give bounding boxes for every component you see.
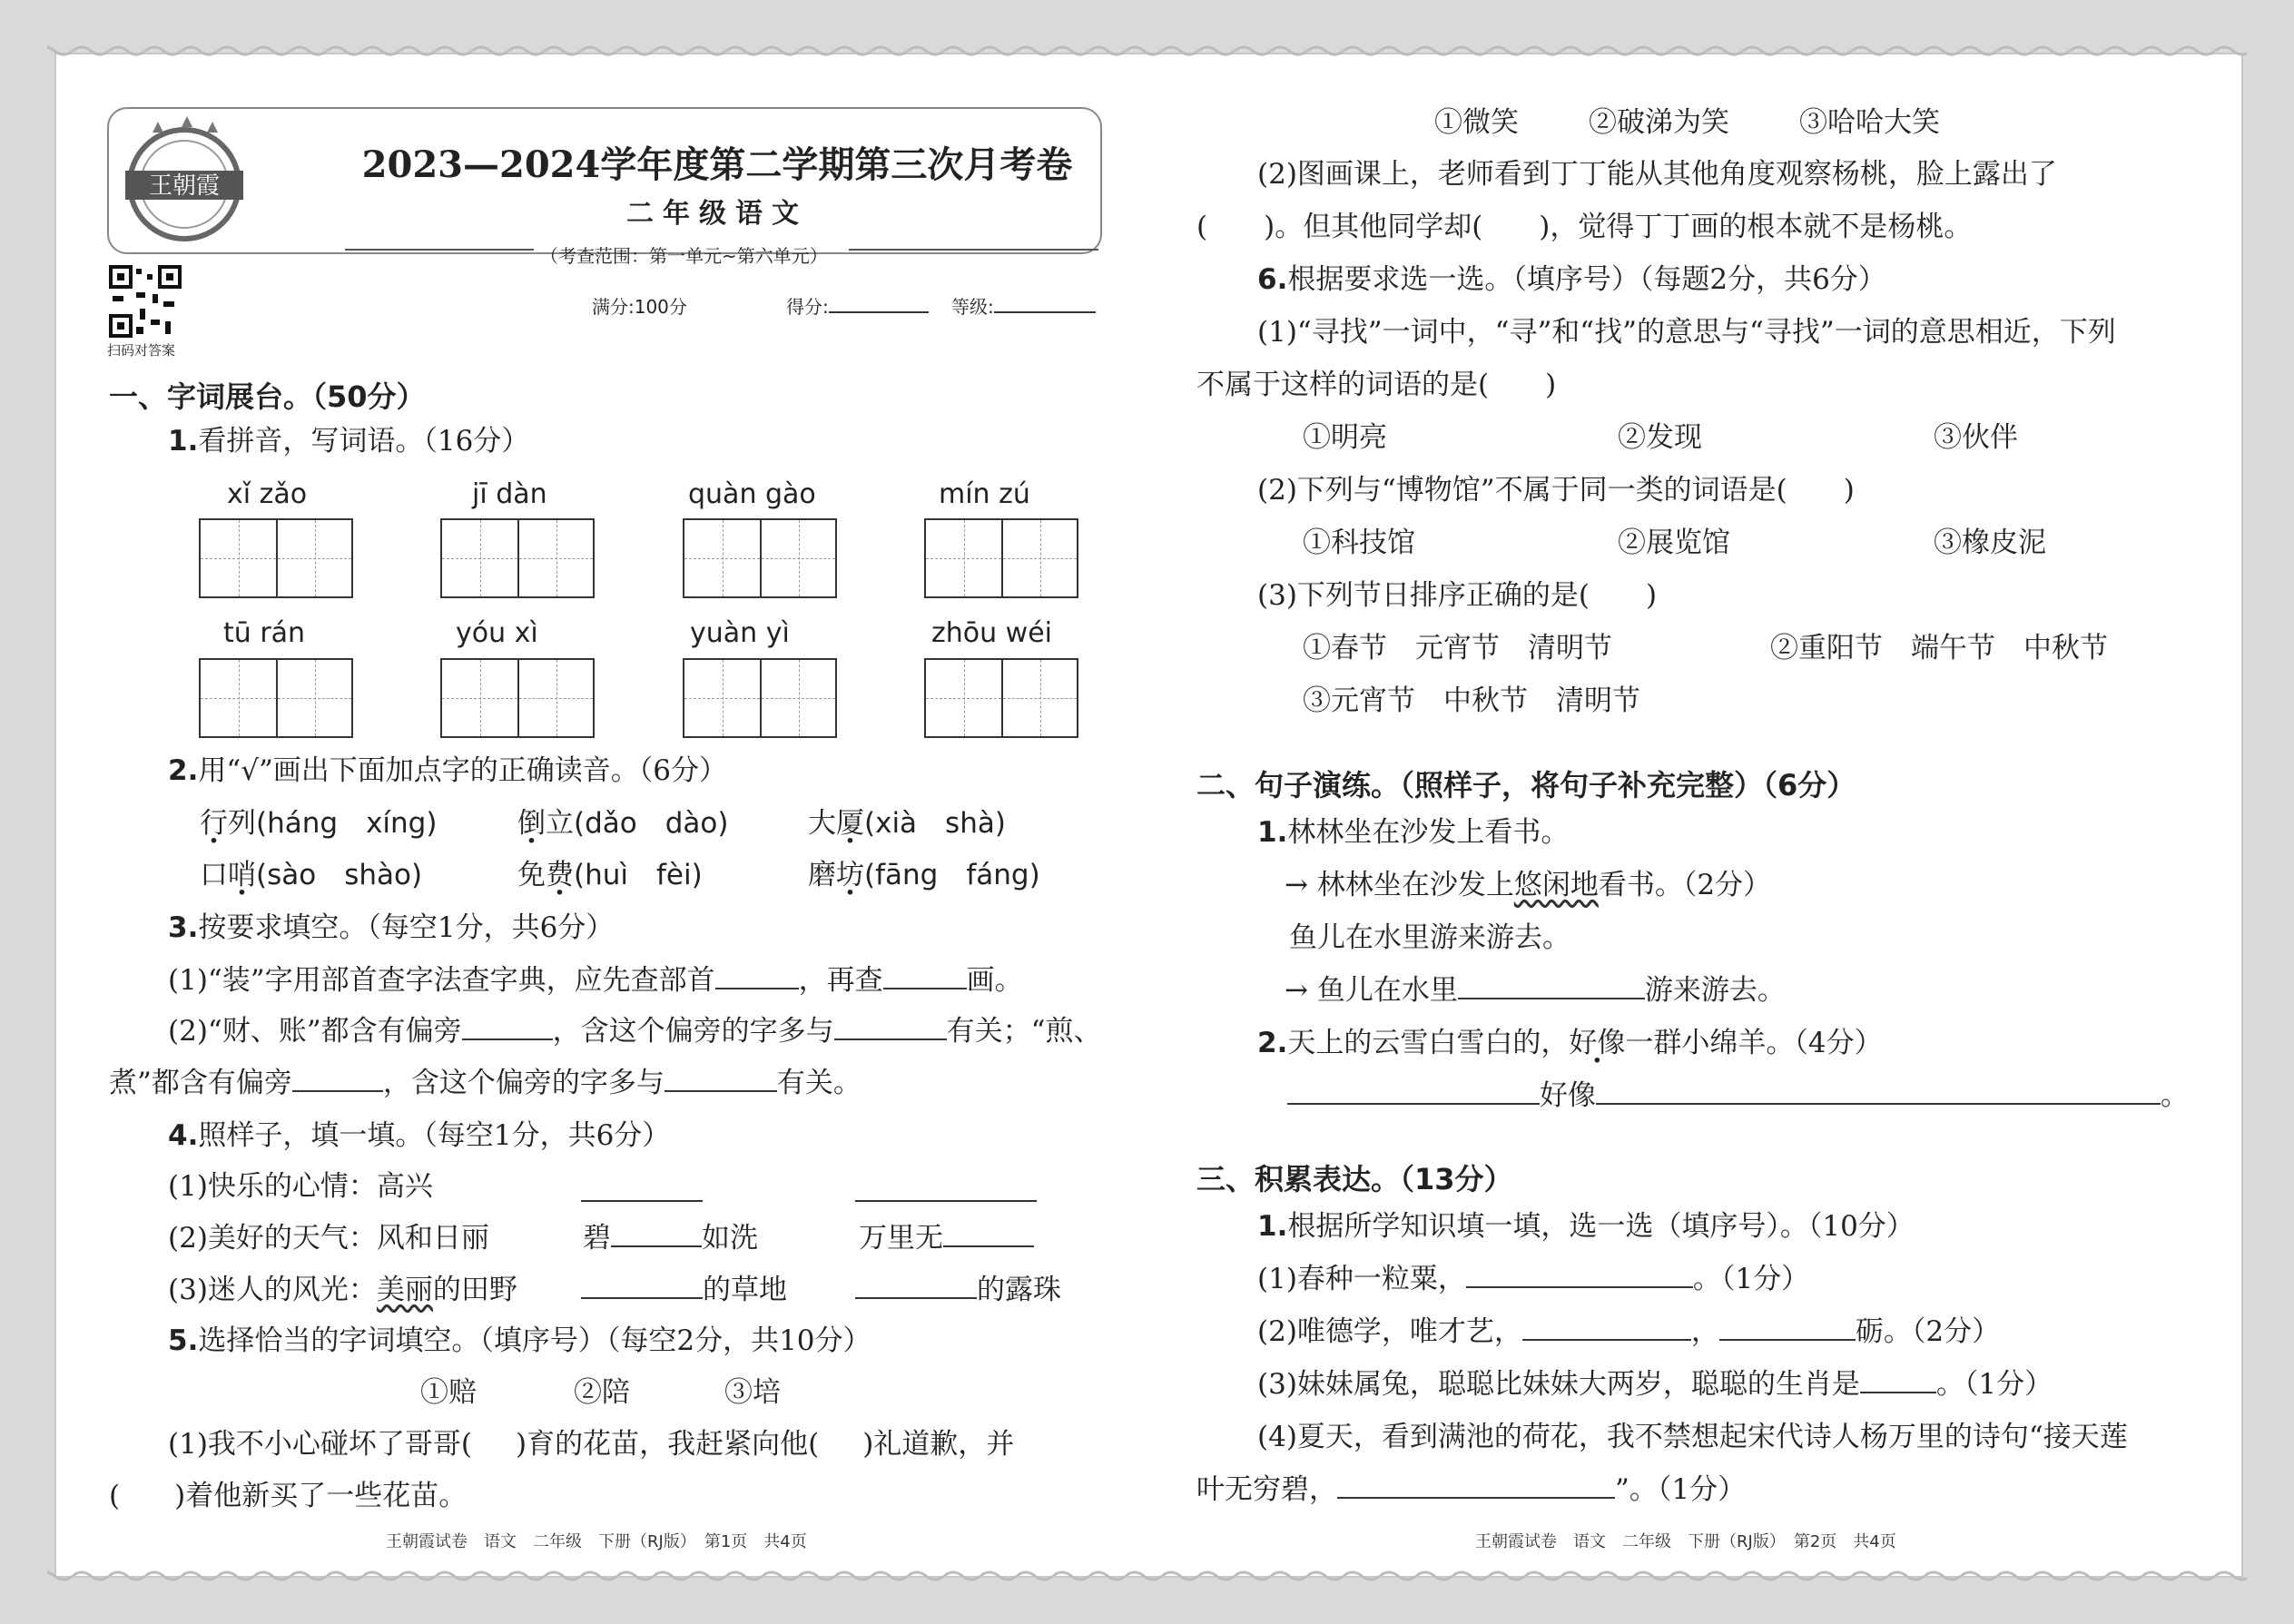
q5-2-option-3: ③哈哈大笑 xyxy=(1799,106,1940,139)
writing-grid-4[interactable] xyxy=(924,518,1078,598)
q6-3-option-1: ①春节 元宵节 清明节 xyxy=(1303,632,1612,664)
right-page-footer: 王朝霞试卷 语文 二年级 下册（RJ版） 第2页 共4页 xyxy=(1475,1532,1896,1551)
blank[interactable] xyxy=(1458,998,1645,999)
q5-2-option-1: ①微笑 xyxy=(1434,106,1519,139)
q4-row-2-fill-1: 碧 如洗 xyxy=(583,1222,758,1255)
q4-row-2: (2)美好的天气：风和日丽 xyxy=(168,1222,489,1255)
q2-num: 2. xyxy=(168,754,199,787)
q3-line-1: (1)“装”字用部首查字法查字典，应先查部首 ，再查 画。 xyxy=(168,964,1023,997)
grade-label: 等级: xyxy=(951,296,994,318)
q2-item-5[interactable]: 免费(huì fèi) xyxy=(517,859,703,891)
q5-option-2: ②陪 xyxy=(574,1376,630,1409)
q4-row-3: (3)迷人的风光：美丽的田野 xyxy=(168,1274,517,1306)
c1-line-1: (1)春种一粒粟， 。（1分） xyxy=(1257,1263,1810,1295)
q3-num: 3. xyxy=(168,911,199,944)
b1-num: 1. xyxy=(1257,816,1288,849)
exam-subtitle: 二年级语文 xyxy=(626,198,808,230)
blank[interactable] xyxy=(1466,1286,1693,1288)
blank[interactable] xyxy=(1719,1339,1856,1341)
q5-2-option-2: ②破涕为笑 xyxy=(1589,106,1729,139)
q6-prompt xyxy=(1257,262,1886,298)
blank[interactable] xyxy=(943,1245,1034,1247)
blank[interactable] xyxy=(292,1090,383,1092)
q6-1-option-3: ③伙伴 xyxy=(1934,421,2018,454)
q5-prompt xyxy=(168,1324,871,1359)
grade-field[interactable] xyxy=(951,292,1096,319)
c1-text: 根据所学知识填一填，选一选（填序号）。（10分） xyxy=(1287,1210,1915,1243)
q4-row-3-fill-2: 的露珠 xyxy=(855,1273,1061,1308)
pinyin-7: yuàn yì xyxy=(690,617,790,649)
blank[interactable] xyxy=(1860,1392,1936,1393)
q6-3-option-2: ②重阳节 端午节 中秋节 xyxy=(1770,632,2108,664)
q6-2-option-3: ③橡皮泥 xyxy=(1934,527,2046,559)
b2-num: 2. xyxy=(1257,1027,1288,1059)
q2-item-2[interactable]: 倒立(dǎo dào) xyxy=(517,807,729,840)
full-score: 满分:100分 xyxy=(592,296,687,318)
q1-prompt xyxy=(168,424,529,459)
q4-row-3-fill-1: 的草地 xyxy=(581,1273,787,1308)
writing-grid-2[interactable] xyxy=(440,518,595,598)
q5-2-line-1: (2)图画课上，老师看到丁丁能从其他角度观察杨桃，脸上露出了 xyxy=(1257,158,2057,191)
q6-1-option-2: ②发现 xyxy=(1618,421,1702,454)
logo-text: 王朝霞 xyxy=(148,172,221,200)
pinyin-1: xǐ zǎo xyxy=(227,478,308,510)
q5-option-1: ①赔 xyxy=(420,1376,477,1409)
section-3-title: 三、积累表达。（13分） xyxy=(1196,1162,1513,1196)
pinyin-4: mín zú xyxy=(939,478,1030,510)
score-label: 得分: xyxy=(786,296,829,318)
blank[interactable] xyxy=(611,1245,702,1247)
blank[interactable] xyxy=(1337,1497,1615,1499)
blank[interactable] xyxy=(462,1038,553,1040)
writing-grid-8[interactable] xyxy=(924,658,1078,738)
q3-text: 按要求填空。（每空1分，共6分） xyxy=(198,911,615,944)
q3-line-3: 煮”都含有偏旁 ，含这个偏旁的字多与 有关。 xyxy=(109,1067,861,1099)
score-field[interactable] xyxy=(786,292,929,319)
q1-text: 看拼音，写词语。（16分） xyxy=(198,425,530,458)
blank[interactable] xyxy=(855,1297,977,1299)
q6-2-line[interactable]: (2)下列与“博物馆”不属于同一类的词语是( ) xyxy=(1257,474,1855,507)
q5-num: 5. xyxy=(168,1324,199,1357)
blank[interactable] xyxy=(715,988,799,989)
c1-num: 1. xyxy=(1257,1210,1288,1243)
q4-blank-2[interactable] xyxy=(855,1200,1037,1202)
blank[interactable] xyxy=(665,1090,777,1092)
c1-line-5: 叶无穷碧， ”。（1分） xyxy=(1196,1473,1747,1506)
q6-2-option-2: ②展览馆 xyxy=(1618,527,1730,559)
b1-example: → 林林坐在沙发上悠闲地看书。（2分） xyxy=(1285,869,1772,901)
c1-line-2: (2)唯德学，唯才艺， ， 砺。（2分） xyxy=(1257,1315,2001,1348)
qr-caption: 扫码对答案 xyxy=(107,342,176,359)
writing-grid-5[interactable] xyxy=(199,658,353,738)
scope-rule-left xyxy=(345,249,534,251)
blank[interactable] xyxy=(883,988,967,989)
q4-text: 照样子，填一填。（每空1分，共6分） xyxy=(198,1119,671,1152)
q6-1-line-2[interactable]: 不属于这样的词语的是( ) xyxy=(1196,369,1557,401)
b1-prompt xyxy=(1257,815,1569,851)
school-logo-icon xyxy=(116,116,252,243)
writing-grid-6[interactable] xyxy=(440,658,595,738)
c1-prompt xyxy=(1257,1209,1915,1245)
b2-prompt: 2.天上的云雪白雪白的，好像一群小绵羊。（4分） xyxy=(1257,1027,1883,1059)
pinyin-2: jī dàn xyxy=(472,478,547,510)
c1-line-4: (4)夏天，看到满池的荷花，我不禁想起宋代诗人杨万里的诗句“接天莲 xyxy=(1257,1421,2128,1453)
q6-2-option-1: ①科技馆 xyxy=(1303,527,1415,559)
writing-grid-1[interactable] xyxy=(199,518,353,598)
left-page-footer: 王朝霞试卷 语文 二年级 下册（RJ版） 第1页 共4页 xyxy=(386,1532,807,1551)
blank[interactable] xyxy=(1287,1103,1540,1105)
q4-row-2-fill-2: 万里无 xyxy=(859,1221,1034,1256)
scope-rule-right xyxy=(849,249,1098,251)
q2-text: 用“√”画出下面加点字的正确读音。（6分） xyxy=(198,754,728,787)
q2-item-4[interactable]: 口哨(sào shào) xyxy=(200,859,423,891)
qr-code-icon[interactable] xyxy=(109,265,182,338)
c1-line-3: (3)妹妹属兔，聪聪比妹妹大两岁，聪聪的生肖是 。（1分） xyxy=(1257,1368,2053,1401)
pinyin-8: zhōu wéi xyxy=(931,617,1052,649)
pinyin-6: yóu xì xyxy=(456,617,538,649)
section-1-title: 一、字词展台。（50分） xyxy=(109,379,426,414)
q3-line-2: (2)“财、账”都含有偏旁 ，含这个偏旁的字多与 有关；“煎、 xyxy=(168,1015,1102,1048)
blank[interactable] xyxy=(1522,1339,1691,1341)
q6-3-option-3: ③元宵节 中秋节 清明节 xyxy=(1303,684,1640,717)
pinyin-5: tū rán xyxy=(223,617,306,649)
writing-grid-7[interactable] xyxy=(683,658,837,738)
q4-row-1: (1)快乐的心情：高兴 xyxy=(168,1170,433,1203)
q4-blank-1[interactable] xyxy=(581,1200,703,1202)
q2-item-6[interactable]: 磨坊(fāng fáng) xyxy=(808,859,1040,891)
q6-num: 6. xyxy=(1257,263,1288,296)
q5-text: 选择恰当的字词填空。（填序号）（每空2分，共10分） xyxy=(198,1324,871,1357)
q4-num: 4. xyxy=(168,1119,199,1152)
b1-text: 林林坐在沙发上看书。 xyxy=(1287,816,1570,849)
q6-1-line-1: (1)“寻找”一词中，“寻”和“找”的意思与“寻找”一词的意思相近，下列 xyxy=(1257,316,2116,349)
q5-line-2: ( )着他新买了一些花苗。 xyxy=(109,1480,468,1512)
writing-grid-3[interactable] xyxy=(683,518,837,598)
q6-3-line[interactable]: (3)下列节日排序正确的是( ) xyxy=(1257,579,1658,612)
b1-sentence-2: 鱼儿在水里游来游去。 xyxy=(1289,921,1570,954)
blank[interactable] xyxy=(834,1038,947,1040)
q6-text: 根据要求选一选。（填序号）（每题2分，共6分） xyxy=(1287,263,1886,296)
q2-item-3[interactable]: 大厦(xià shà) xyxy=(808,807,1006,840)
exam-header xyxy=(107,107,1102,254)
q3-prompt xyxy=(168,910,614,946)
b2-answer: 好像 。 xyxy=(1287,1078,2189,1114)
pinyin-3: quàn gào xyxy=(688,478,816,510)
q2-item-1[interactable]: 行列(háng xíng) xyxy=(200,807,438,840)
q4-prompt xyxy=(168,1118,670,1154)
exam-scope: （考查范围：第一单元~第六单元） xyxy=(540,245,828,267)
exam-title: 2023—2024学年度第二学期第三次月考卷 xyxy=(361,143,1073,186)
blank[interactable] xyxy=(1596,1103,2161,1105)
blank[interactable] xyxy=(581,1297,703,1299)
q1-num: 1. xyxy=(168,425,199,458)
section-2-title: 二、句子演练。（照样子，将句子补充完整）（6分） xyxy=(1196,768,1856,802)
q2-prompt xyxy=(168,753,727,789)
q6-1-option-1: ①明亮 xyxy=(1303,421,1387,454)
q5-line-1: (1)我不小心碰坏了哥哥( )育的花苗，我赶紧向他( )礼道歉，并 xyxy=(168,1428,1015,1461)
q5-option-3: ③培 xyxy=(724,1376,781,1409)
q5-2-line-2[interactable]: ( )。但其他同学却( )，觉得丁丁画的根本就不是杨桃。 xyxy=(1196,211,1973,243)
b1-answer: → 鱼儿在水里 游来游去。 xyxy=(1285,974,1786,1007)
